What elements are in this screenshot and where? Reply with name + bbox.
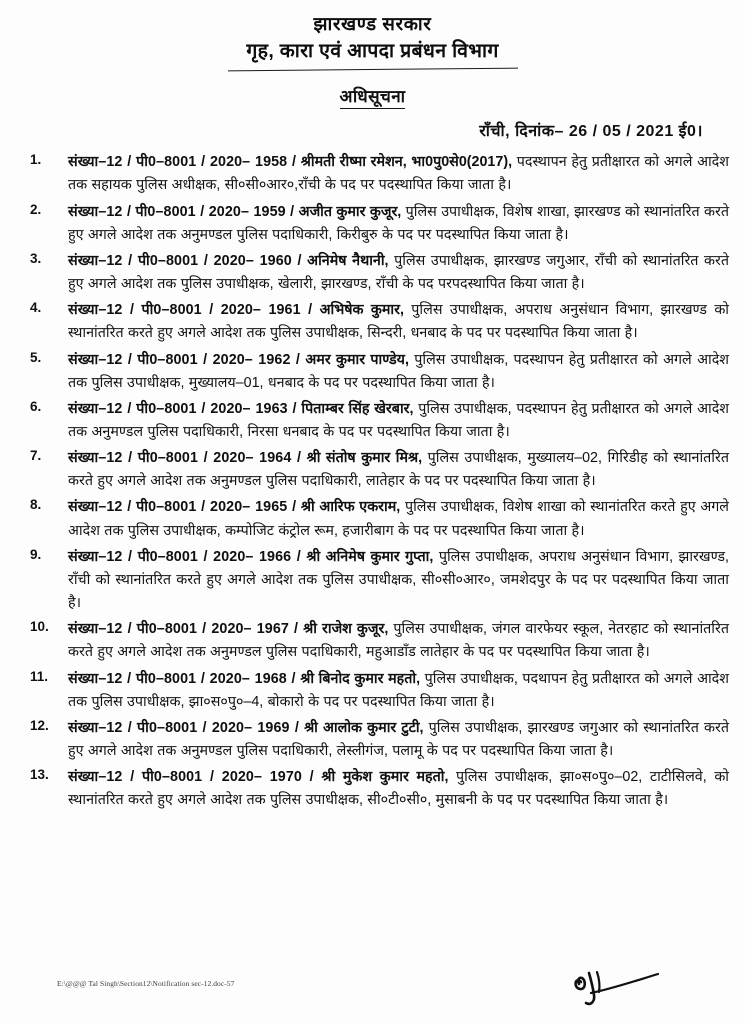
order-reference-number: संख्या–12 / पी0–8001 / 2020– 1961 / bbox=[68, 302, 313, 319]
order-officer-name: अजीत कुमार कुजूर, bbox=[298, 203, 402, 220]
header-divider-wrap bbox=[0, 69, 745, 70]
order-number: 7. bbox=[30, 448, 42, 464]
order-item bbox=[22, 151, 729, 197]
order-reference-number: संख्या–12 / पी0–8001 / 2020– 1965 / bbox=[68, 499, 297, 516]
order-reference-number: संख्या–12 / पी0–8001 / 2020– 1958 / bbox=[68, 154, 297, 171]
order-body bbox=[68, 250, 729, 296]
order-reference-number: संख्या–12 / पी0–8001 / 2020– 1962 / bbox=[68, 351, 300, 368]
order-item bbox=[22, 299, 729, 345]
order-item bbox=[22, 398, 729, 444]
order-number: 1. bbox=[30, 152, 42, 168]
dateline: राँची, दिनांक– 26 / 05 / 2021 ई0। bbox=[479, 123, 703, 141]
order-item bbox=[22, 717, 729, 763]
orders-list bbox=[0, 151, 745, 812]
order-reference-number: संख्या–12 / पी0–8001 / 2020– 1970 / bbox=[68, 769, 314, 786]
order-item bbox=[22, 250, 729, 296]
order-description: पुलिस उपाधीक्षक, झारखण्ड जगुआर, राँची को स्थानांतरित करते हुए अगले आदेश तक पुलिस उपाधीक्षक, खेलारी, झारखण्ड, राँची के पद परपदस्थापित किया जाता है। bbox=[68, 252, 730, 293]
order-description: पुलिस उपाधीक्षक, झा०स०पु०–02, टाटीसिलवे, को स्थानांतरित करते हुए अगले आदेश तक पुलिस उपाधीक्षक, सी०टी०सी०, मुसाबनी के पद पर पदस्थापित किया जाता है। bbox=[68, 769, 730, 809]
order-body bbox=[68, 546, 729, 615]
order-number: 5. bbox=[30, 349, 42, 365]
order-item bbox=[22, 496, 729, 542]
order-number: 13. bbox=[30, 767, 49, 783]
order-number: 3. bbox=[30, 250, 42, 266]
order-description: पुलिस उपाधीक्षक, विशेष शाखा, झारखण्ड को स्थानांतरित करते हुए अगले आदेश तक अनुमण्डल पुलिस पदाधिकारी, किरीबुरु के पद पर पदस्थापित किया जाता है। bbox=[68, 203, 730, 243]
order-officer-name: श्री आरिफ एकराम, bbox=[300, 499, 401, 516]
order-body bbox=[68, 201, 729, 247]
order-officer-name: श्रीमती रीष्मा रमेशन, भा0पु0से0(2017), bbox=[300, 154, 513, 171]
order-description: पुलिस उपाधीक्षक, झारखण्ड जगुआर को स्थानांतरित करते हुए अगले आदेश तक अनुमण्डल पुलिस पदाधिकारी, लेस्लीगंज, पलामू के पद पर पदस्थापित किया जाता है। bbox=[68, 719, 729, 760]
government-name: झारखण्ड सरकार bbox=[313, 13, 432, 34]
department-name: गृह, कारा एवं आपदा प्रबंधन विभाग bbox=[246, 39, 499, 62]
order-body bbox=[68, 447, 729, 493]
order-officer-name: श्री आलोक कुमार टुटी, bbox=[304, 719, 424, 736]
order-item bbox=[22, 349, 729, 395]
order-body bbox=[68, 299, 729, 345]
order-reference-number: संख्या–12 / पी0–8001 / 2020– 1969 / bbox=[68, 719, 299, 736]
order-reference-number: संख्या–12 / पी0–8001 / 2020– 1960 / bbox=[68, 252, 302, 269]
order-officer-name: श्री मुकेश कुमार महतो, bbox=[321, 769, 449, 786]
order-item bbox=[22, 766, 729, 812]
document-header bbox=[0, 0, 745, 141]
notice-title: अधिसूचना bbox=[340, 84, 406, 109]
order-item bbox=[22, 447, 729, 493]
order-officer-name: श्री बिनोद कुमार महतो, bbox=[300, 670, 421, 687]
order-item bbox=[22, 201, 729, 247]
file-path-text: E:\@@@ Tal Singh\Section12\Notification sec-12.doc-57 bbox=[57, 979, 235, 988]
order-number: 12. bbox=[30, 717, 49, 733]
order-number: 2. bbox=[30, 201, 42, 217]
order-description: पदस्थापन हेतु प्रतीक्षारत को अगले आदेश तक सहायक पुलिस अधीक्षक, सी०सी०आर०,राँची के पद पर पदस्थापित किया जाता है। bbox=[68, 154, 729, 194]
order-officer-name: श्री संतोष कुमार मिश्र, bbox=[306, 450, 423, 467]
order-body bbox=[68, 349, 729, 395]
notice-title-wrap bbox=[0, 84, 745, 109]
handwritten-signature bbox=[563, 962, 693, 1010]
order-body bbox=[68, 496, 729, 542]
order-body bbox=[68, 668, 729, 714]
order-body bbox=[68, 618, 729, 664]
order-item bbox=[22, 546, 729, 615]
order-number: 9. bbox=[30, 546, 42, 562]
order-description: पुलिस उपाधीक्षक, विशेष शाखा को स्थानांतरित करते हुए अगले आदेश तक पुलिस उपाधीक्षक, कम्पोजिट कंट्रोल रूम, हजारीबाग के पद पर पदस्थापित किया जाता है। bbox=[68, 499, 729, 539]
order-officer-name: श्री राजेश कुजूर, bbox=[303, 621, 389, 638]
order-body bbox=[68, 151, 729, 197]
order-description: पुलिस उपाधीक्षक, अपराध अनुसंधान विभाग, झारखण्ड को स्थानांतरित करते हुए अगले आदेश तक पुलिस उपाधीक्षक, सिन्दरी, धनबाद के पद पर पदस्थापित किया जाता है। bbox=[68, 302, 730, 342]
order-reference-number: संख्या–12 / पी0–8001 / 2020– 1963 / bbox=[68, 400, 297, 417]
order-body bbox=[68, 398, 729, 444]
order-description: पुलिस उपाधीक्षक, अपराध अनुसंधान विभाग, झारखण्ड, राँची को स्थानांतरित करते हुए अगले आदेश तक पुलिस उपाधीक्षक, सी०सी०आर०, जमशेदपुर के पद पर पदस्थापित किया जाता है। bbox=[68, 548, 730, 612]
document-footer bbox=[0, 962, 745, 1018]
order-item bbox=[22, 668, 729, 714]
order-reference-number: संख्या–12 / पी0–8001 / 2020– 1966 / bbox=[68, 548, 301, 565]
order-number: 8. bbox=[30, 497, 42, 513]
order-description: पुलिस उपाधीक्षक, पदथापन हेतु प्रतीक्षारत को अगले आदेश तक पुलिस उपाधीक्षक, झा०स०पु०–4, बोकारो के पद पर पदस्थापित किया जाता है। bbox=[68, 670, 729, 710]
order-officer-name: अमर कुमार पाण्डेय, bbox=[305, 351, 409, 368]
order-description: पुलिस उपाधीक्षक, मुख्यालय–02, गिरिडीह को स्थानांतरित करते हुए अगले आदेश तक अनुमण्डल पुलिस पदाधिकारी, लातेहार के पद पर पदस्थापित किया जाता है। bbox=[68, 450, 730, 490]
order-reference-number: संख्या–12 / पी0–8001 / 2020– 1967 / bbox=[68, 621, 299, 638]
order-officer-name: अभिषेक कुमार, bbox=[319, 302, 404, 319]
order-officer-name: पिताम्बर सिंह खेरबार, bbox=[301, 400, 414, 417]
order-officer-name: श्री अनिमेष कुमार गुप्ता, bbox=[306, 548, 434, 565]
order-number: 4. bbox=[30, 300, 42, 316]
order-description: पुलिस उपाधीक्षक, पदस्थापन हेतु प्रतीक्षारत को अगले आदेश तक पुलिस उपाधीक्षक, मुख्यालय–01, धनबाद के पद पर पदस्थापित किया जाता है। bbox=[68, 351, 730, 391]
order-description: पुलिस उपाधीक्षक, जंगल वारफेयर स्कूल, नेतरहाट को स्थानांतरित करते हुए अगले आदेश तक अनुमण्डल पुलिस पदाधिकारी, महुआडाँड लातेहार के पद पर पदस्थापित किया जाता है। bbox=[68, 621, 730, 661]
order-item bbox=[22, 618, 729, 664]
header-divider bbox=[228, 68, 518, 72]
order-number: 10. bbox=[30, 619, 49, 635]
order-body bbox=[68, 717, 729, 763]
order-reference-number: संख्या–12 / पी0–8001 / 2020– 1968 / bbox=[68, 670, 296, 687]
order-number: 6. bbox=[30, 398, 42, 414]
order-number: 11. bbox=[30, 668, 49, 684]
order-body bbox=[68, 766, 729, 812]
order-officer-name: अनिमेष नैथानी, bbox=[307, 252, 389, 269]
order-description: पुलिस उपाधीक्षक, पदस्थापन हेतु प्रतीक्षारत को अगले आदेश तक अनुमण्डल पुलिस पदाधिकारी, निरसा धनबाद के पद पर पदस्थापित किया जाता है। bbox=[68, 400, 730, 440]
order-reference-number: संख्या–12 / पी0–8001 / 2020– 1959 / bbox=[68, 203, 295, 220]
order-reference-number: संख्या–12 / पी0–8001 / 2020– 1964 / bbox=[68, 450, 302, 467]
